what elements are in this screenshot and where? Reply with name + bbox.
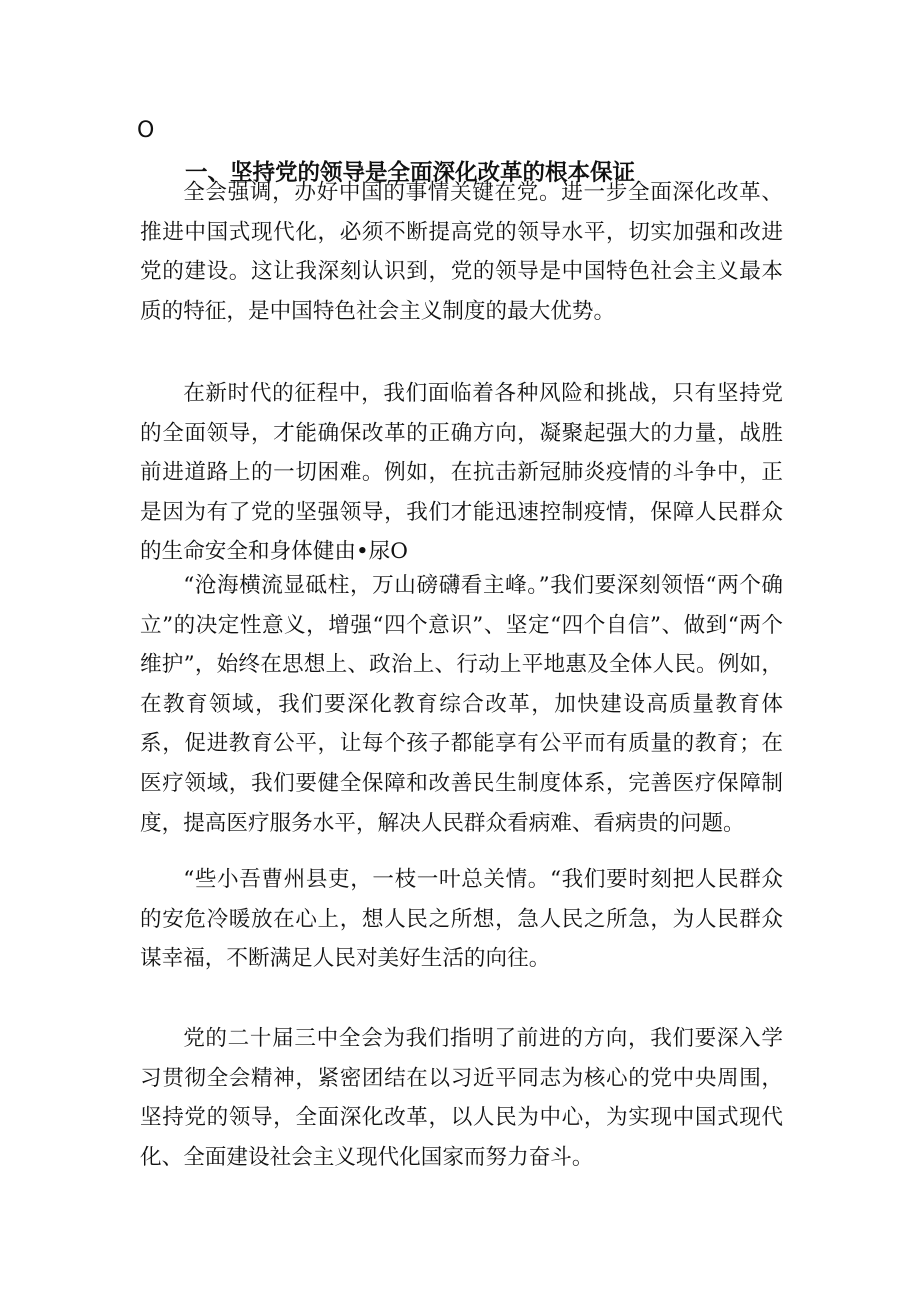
paragraph-4: “些小吾曹州县吏，一枝一叶总关情。“我们要时刻把人民群众的安危冷暖放在心上，想人民之所想，急人民之所急，为人民群众谋幸福，不断满足人民对美好生活的向往。 (140, 867, 783, 972)
paragraph-3: “沧海横流显砥柱，万山磅礴看主峰。”我们要深刻领悟“两个确立”的决定性意义，增强“四个意识”、坚定“四个自信”、做到“两个维护”，始终在思想上、政治上、行动上平地惠及全体人民。例如，在教育领域，我们要深化教育综合改革，加快建设高质量教育体系，促进教育公平，让每个孩子都能享有公平而有质量的教育；在医疗领域，我们要健全保障和改善民生制度体系，完善医疗保障制度，提高医疗服务水平，解决人民群众看病难、看病贵的问题。 (140, 573, 783, 836)
paragraph-5: 党的二十届三中全会为我们指明了前进的方向，我们要深入学习贯彻全会精神，紧密团结在以习近平同志为核心的党中央周围，坚持党的领导，全面深化改革，以人民为中心，为实现中国式现代化、全面建设社会主义现代化国家而努力奋斗。 (140, 1026, 783, 1170)
section-heading: 一、坚持党的领导是全面深化改革的根本保证 (185, 160, 636, 186)
paragraph-2: 在新时代的征程中，我们面临着各种风险和挑战，只有坚持党的全面领导，才能确保改革的正确方向，凝聚起强大的力量，战胜前进道路上的一切困难。例如，在抗击新冠肺炎疫情的斗争中，正是因为有了党的坚强领导，我们才能迅速控制疫情，保障人民群众的生命安全和身体健由•尿O (140, 381, 783, 565)
top-mark: O (137, 118, 155, 143)
paragraph-1: 全会强调，办好中国的事情关键在党。进一步全面深化改革、推进中国式现代化，必须不断提高党的领导水平，切实加强和改进党的建设。这让我深刻认识到，党的领导是中国特色社会主义最本质的特征，是中国特色社会主义制度的最大优势。 (140, 180, 783, 324)
